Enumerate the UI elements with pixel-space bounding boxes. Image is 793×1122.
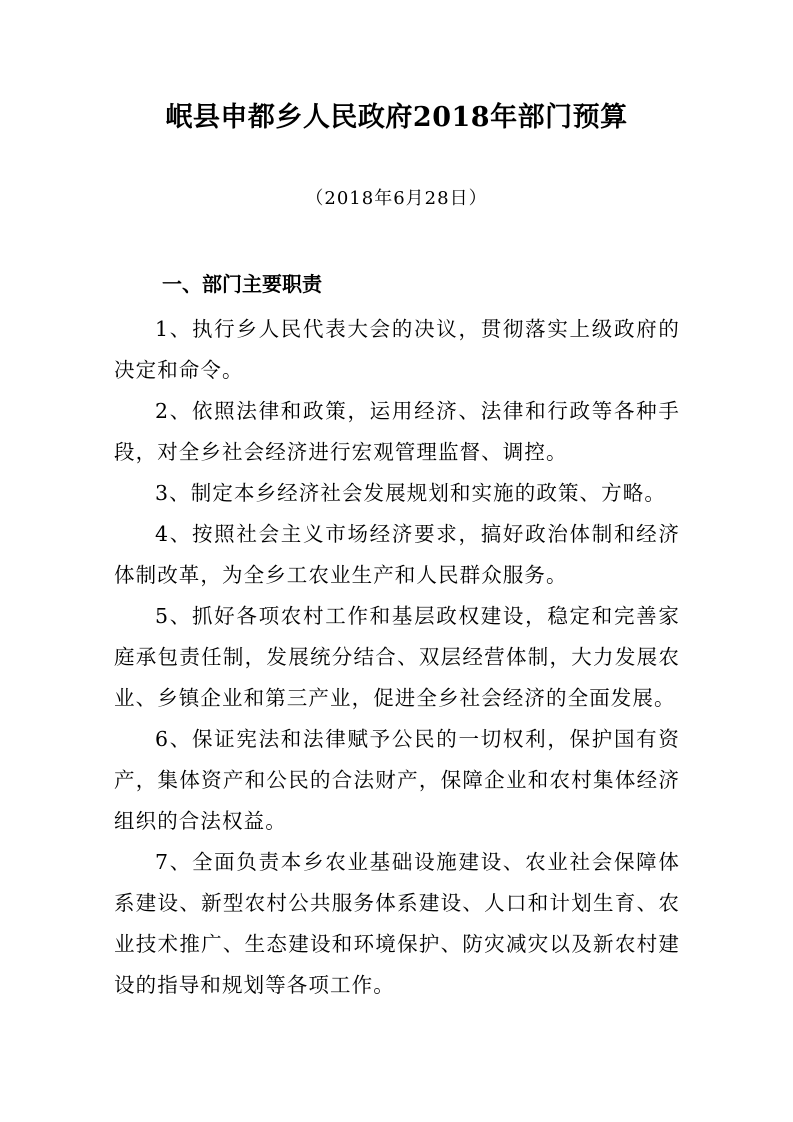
duty-paragraph: 4、按照社会主义市场经济要求，搞好政治体制和经济体制改革，为全乡工农业生产和人民群众服务。 <box>114 522 680 587</box>
duty-paragraph: 2、依照法律和政策，运用经济、法律和行政等各种手段，对全乡社会经济进行宏观管理监督、调控。 <box>114 399 680 464</box>
duties-list <box>114 309 680 1006</box>
duty-paragraph: 6、保证宪法和法律赋予公民的一切权利，保护国有资产，集体资产和公民的合法财产，保障企业和农村集体经济组织的合法权益。 <box>114 727 680 833</box>
section-heading: 一、部门主要职责 <box>162 272 322 296</box>
duty-paragraph: 5、抓好各项农村工作和基层政权建设，稳定和完善家庭承包责任制，发展统分结合、双层经营体制，大力发展农业、乡镇企业和第三产业，促进全乡社会经济的全面发展。 <box>114 604 680 710</box>
document-title: 岷县申都乡人民政府2018年部门预算 <box>165 102 628 133</box>
document-date: （2018年6月28日） <box>305 188 488 209</box>
duty-paragraph: 3、制定本乡经济社会发展规划和实施的政策、方略。 <box>155 481 666 505</box>
duty-paragraph: 7、全面负责本乡农业基础设施建设、农业社会保障体系建设、新型农村公共服务体系建设、人口和计划生育、农业技术推广、生态建设和环境保护、防灾减灾以及新农村建设的指导和规划等各项工作。 <box>114 850 680 997</box>
duty-paragraph: 1、执行乡人民代表大会的决议，贯彻落实上级政府的决定和命令。 <box>114 317 680 382</box>
